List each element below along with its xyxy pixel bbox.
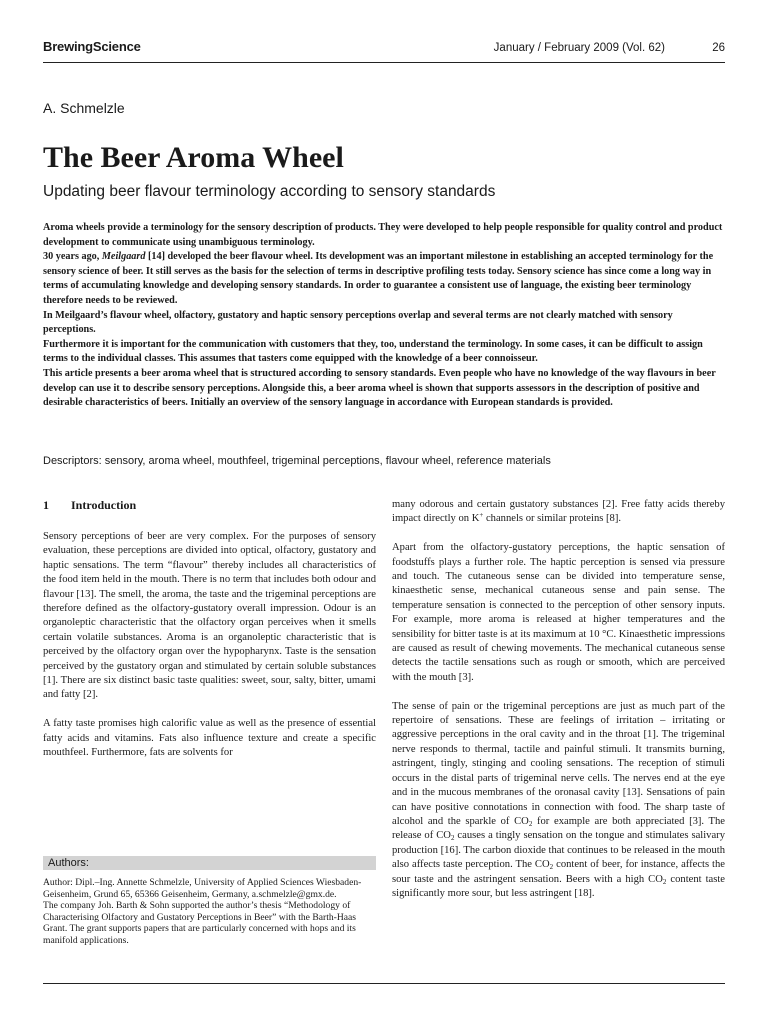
article-title: The Beer Aroma Wheel — [43, 141, 344, 174]
body-text: content taste significantly more sour, but less astringent [18]. — [392, 873, 725, 899]
author-affiliation: Author: Dipl.–Ing. Annette Schmelzle, University of Applied Sciences Wiesbaden-Geisenheim, Grund 65, 65366 Geisenheim, Germany, a.schmelzle@gmx.de. — [43, 877, 362, 900]
body-paragraph: Apart from the olfactory-gustatory perceptions, the haptic sensation of foodstuffs plays a further role. The haptic perception is sensed via pressure and touch. The cutaneous sense can be divided into temperature sense, kinaesthetic sense, mechanical cutaneous sense and pain sense. The temperature sensation is connected to the perception of other sensory inputs. For example, more aroma is released at higher temperatures and the sensibility for bitter taste is at its maximum at 10 °C. Kinaesthetic impressions are caused as result of chewing movements. The mechanical cutaneous sense detects the tactile sensations such as rough or smooth, which are perceived with the mouth [3]. — [392, 542, 725, 683]
body-text: content of beer, for instance, affects the sour taste and the astringent sensation. Beers with a high CO — [392, 859, 726, 885]
subscript: 2 — [662, 877, 667, 886]
body-text: for example are both appreciated [3]. The release of CO — [392, 815, 725, 842]
section-heading — [43, 498, 376, 514]
page-number: 26 — [712, 42, 725, 54]
section-title: Introduction — [71, 498, 137, 512]
subscript: 2 — [528, 819, 533, 828]
authors-box — [43, 856, 376, 947]
authors-text — [43, 877, 376, 947]
subscript: 2 — [549, 863, 554, 872]
body-paragraph: A fatty taste promises high calorific value as well as the presence of essential fatty acids and vitamins. Fats also influence texture and create a specific mouthfeel. Furthermore, fats are solvents for — [43, 718, 376, 759]
body-paragraph: Sensory perceptions of beer are very complex. For the purposes of sensory evaluation, these perceptions are divided into optical, olfactory, gustatory and haptic sensations. The term “flavour” thereby includes all characteristics of the food item held in the mouth. There is no term that includes both odour and flavour [13]. The smell, the aroma, the taste and the trigeminal perceptions are therefore defined as the olfactory-gustatory overall impression. Odour is an organoleptic characteristic that the olfactory organ perceives when it smells certain volatile substances. Aroma is an organoleptic characteristic that is perceived by the olfactory organ over the hypopharynx. Taste is the sensation perceived by the gustatory organ and stimulated by certain soluble substances [1]. There are six distinct basic taste qualities: sweet, sour, salty, bitter, umami and fatty [2]. — [43, 531, 376, 701]
body-text: channels or similar proteins [8]. — [483, 513, 622, 525]
article-subtitle: Updating beer flavour terminology according to sensory standards — [43, 183, 496, 200]
footer-rule — [43, 983, 725, 984]
abstract-paragraph — [43, 250, 728, 308]
article-author: A. Schmelzle — [43, 100, 125, 116]
body-text: many odorous and certain gustatory substances [2]. Free fatty acids thereby impact directly on K — [392, 499, 725, 525]
section-number: 1 — [43, 498, 49, 512]
abstract-paragraph: In Meilgaard’s flavour wheel, olfactory, gustatory and haptic sensory perceptions overlap and several terms are not clearly matched with sensory perceptions. — [43, 309, 673, 336]
right-column — [392, 498, 725, 916]
left-column — [43, 498, 376, 775]
abstract-paragraph: Furthermore it is important for the communication with customers that they, too, understand the terminology. In some cases, it can be difficult to assign terms to the individual classes. This assumes that tasters come equipped with the knowledge of a beer connoisseur. — [43, 338, 703, 365]
abstract-text: [14] developed the beer flavour wheel. Its development was an important milestone in establishing an accepted terminology for the sensory science of beer. It still serves as the basis for the selection of terms in descriptive profiling tests today. Sensory science has since come a long way in terms of accumulating knowledge and developing sensory standards. In order to guarantee a consistent use of language, the existing beer terminology therefore needs to be reviewed. — [43, 251, 714, 306]
journal-name: BrewingScience — [43, 39, 141, 54]
authors-label: Authors: — [43, 856, 376, 870]
cited-author: Meilgaard — [101, 251, 146, 263]
body-text: The sense of pain or the trigeminal perceptions are just as much part of the repertoire of sensations. These are feelings of irritation – irritating or aggressive perceptions in the oral cavity and in the throat [1]. The trigeminal nerve responds to thermal, tactile and painful stimuli. It transmits burning, astringent, tingly, stinging and cooling sensations. The reception of stimuli occurs in the distal parts of trigeminal nerve cells. The nerves end at the eye and in the mucous membranes of the oronasal cavity [13]. Sensations of pain can have positive connotations in connection with food. The sharp taste of alcohol and the sparkle of CO — [392, 700, 725, 827]
subscript: 2 — [450, 834, 455, 843]
abstract-paragraph: Aroma wheels provide a terminology for the sensory description of products. They were developed to help people responsible for quality control and product development to communicate using unambiguous terminology. — [43, 222, 723, 248]
abstract — [43, 221, 728, 411]
body-paragraph — [392, 498, 725, 527]
superscript: + — [479, 511, 484, 520]
body-text: causes a tingly sensation on the tongue and stimulates salivary production [16]. The carbon dioxide that continues to be released in the mouth also affects taste perception. The CO — [392, 830, 726, 871]
descriptors: Descriptors: sensory, aroma wheel, mouthfeel, trigeminal perceptions, flavour wheel, reference materials — [43, 455, 551, 467]
header-rule — [43, 62, 725, 63]
body-paragraph — [392, 700, 725, 902]
abstract-text: 30 years ago, — [43, 251, 102, 263]
abstract-paragraph: This article presents a beer aroma wheel that is structured according to sensory standards. Even people who have no knowledge of the way flavours in beer develop can use it to describe sensory perceptions. Alongside this, a beer aroma wheel is shown that supports assessors in the description of positive and desirable characteristics of beers. Initially an overview of the sensory language in accordance with European standards is provided. — [43, 367, 716, 409]
issue-info: January / February 2009 (Vol. 62) — [493, 42, 665, 54]
author-note: The company Joh. Barth & Sohn supported the author’s thesis “Methodology of Characterising Olfactory and Gustatory Perceptions in Beer” with the Barth-Haas Grant. The grant supports papers that are particularly concerned with hops and its manifold applications. — [43, 900, 357, 946]
